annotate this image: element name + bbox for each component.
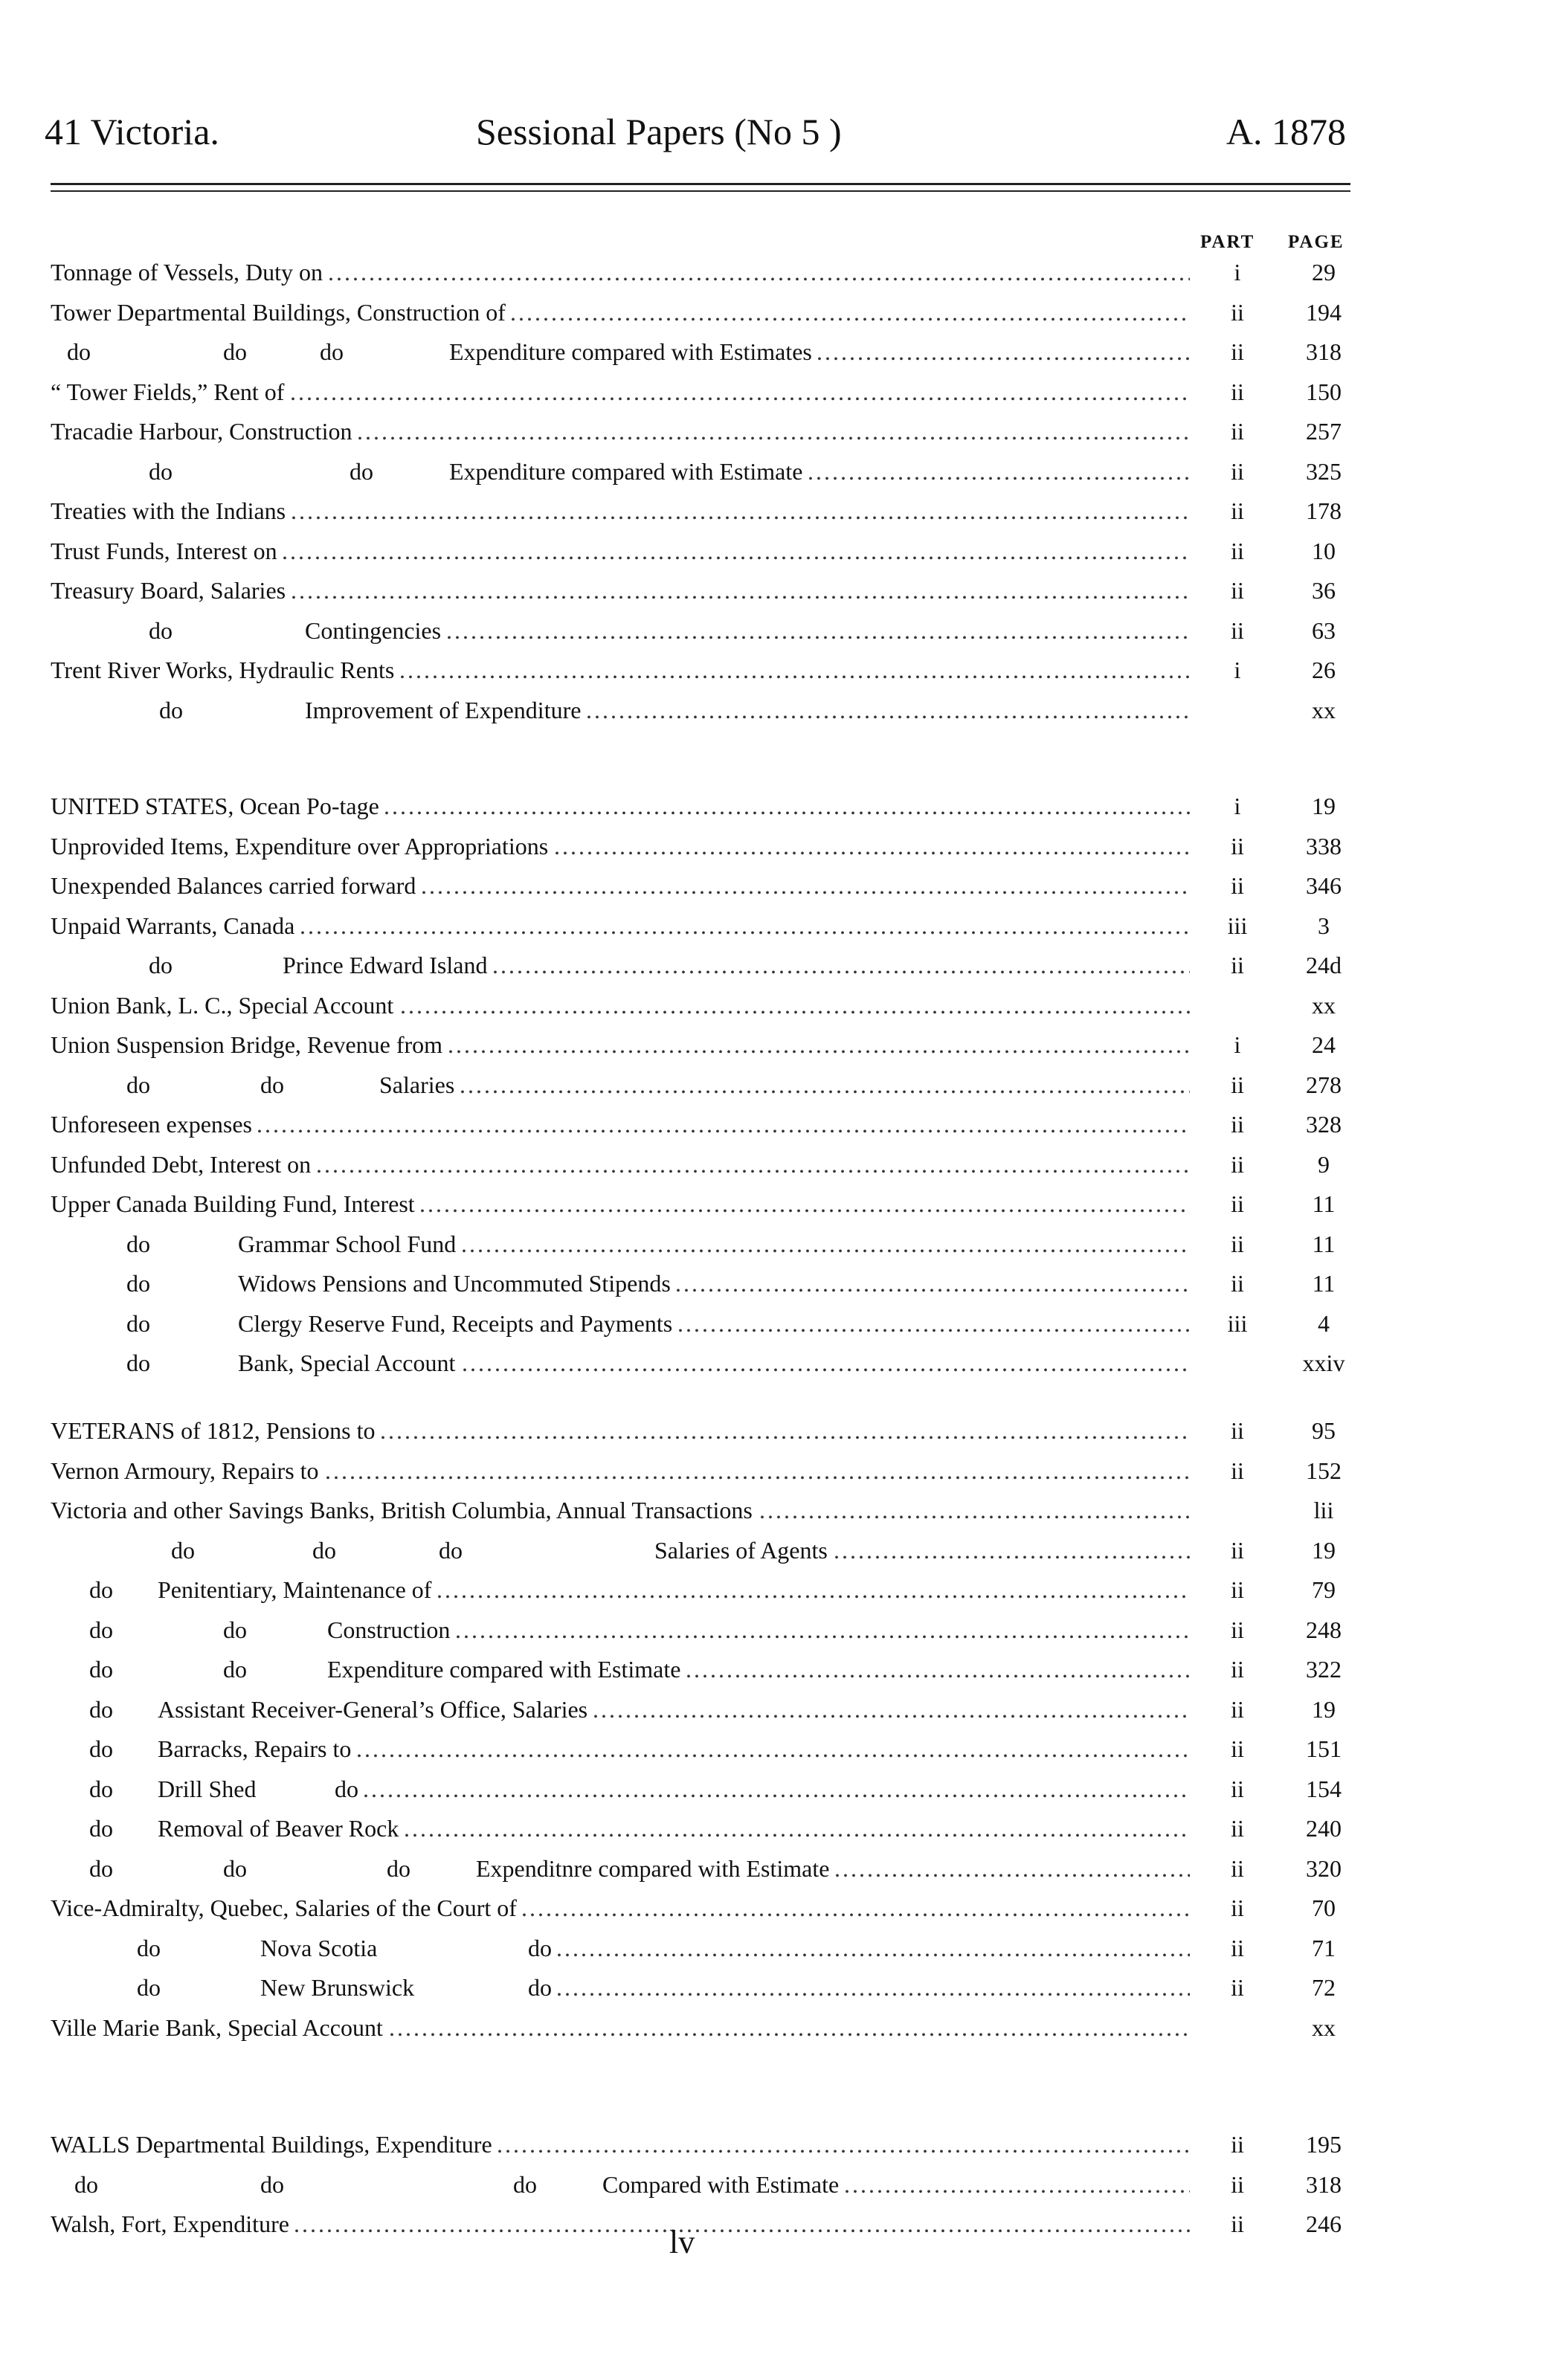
index-entry xyxy=(0,986,1549,1025)
entry-text: Treaties with the Indians xyxy=(51,497,286,524)
entry-part: ii xyxy=(1231,1190,1244,1217)
entry-part: ii xyxy=(1231,1111,1244,1138)
entry-part: ii xyxy=(1231,1855,1244,1882)
index-entry xyxy=(0,1025,1549,1064)
entry-text: Trent River Works, Hydraulic Rents xyxy=(51,657,395,683)
header-session: 41 Victoria. xyxy=(45,111,219,152)
entry-page: 346 xyxy=(1306,872,1342,899)
index-entry xyxy=(0,2205,1549,2243)
leader-dots xyxy=(834,1531,1190,1570)
entry-page: 152 xyxy=(1306,1457,1342,1484)
entry-text: Walsh, Fort, Expenditure xyxy=(51,2210,289,2237)
entry-text: Assistant Receiver-General’s Office, Salaries xyxy=(158,1696,588,1723)
leader-dots xyxy=(460,1065,1190,1104)
leader-dots xyxy=(593,1690,1190,1729)
leader-dots xyxy=(686,1650,1190,1689)
entry-text: do xyxy=(513,2171,537,2198)
entry-part: ii xyxy=(1231,2171,1244,2198)
entry-text: WALLS Departmental Buildings, Expenditure xyxy=(51,2131,492,2158)
leader-dots xyxy=(404,1809,1190,1848)
entry-part: ii xyxy=(1231,1417,1244,1444)
entry-page: 320 xyxy=(1306,1855,1342,1882)
entry-page: 19 xyxy=(1312,1696,1336,1723)
entry-part: ii xyxy=(1231,1894,1244,1921)
leader-dots xyxy=(448,1025,1190,1064)
entry-text: Compared with Estimate xyxy=(602,2171,840,2198)
entry-text: do xyxy=(89,1735,113,1762)
entry-text: do xyxy=(223,338,247,365)
entry-text: UNITED STATES, Ocean Po-tage xyxy=(51,793,379,819)
index-entry xyxy=(0,1105,1549,1144)
leader-dots xyxy=(291,571,1190,610)
leader-dots xyxy=(510,293,1190,332)
entry-part: ii xyxy=(1231,497,1244,524)
index-entry xyxy=(0,651,1549,689)
entry-page: 322 xyxy=(1306,1656,1342,1683)
entry-part: ii xyxy=(1231,378,1244,405)
entry-text: VETERANS of 1812, Pensions to xyxy=(51,1417,376,1444)
leader-dots xyxy=(419,1184,1190,1223)
entry-text: do xyxy=(439,1537,463,1564)
entry-text: Tracadie Harbour, Construction xyxy=(51,418,352,445)
entry-text: do xyxy=(223,1616,247,1643)
leader-dots xyxy=(461,1225,1190,1263)
entry-page: 9 xyxy=(1318,1151,1330,1178)
entry-text: Upper Canada Building Fund, Interest xyxy=(51,1190,415,1217)
leader-dots xyxy=(675,1264,1190,1303)
entry-text: do xyxy=(528,1935,552,1961)
leader-dots xyxy=(380,1411,1190,1450)
entry-text: Penitentiary, Maintenance of xyxy=(158,1576,432,1603)
entry-page: 24d xyxy=(1306,952,1342,978)
entry-page: 71 xyxy=(1312,1935,1336,1961)
entry-text: do xyxy=(387,1855,410,1882)
leader-dots xyxy=(556,1968,1190,2007)
header-year: A. 1878 xyxy=(1226,111,1346,152)
entry-part: ii xyxy=(1231,952,1244,978)
leader-dots xyxy=(328,253,1190,291)
entry-text: do xyxy=(126,1071,150,1098)
entry-page: xx xyxy=(1312,992,1336,1019)
entry-page: 11 xyxy=(1312,1270,1336,1297)
entry-text: do xyxy=(223,1656,247,1683)
leader-dots xyxy=(759,1491,1190,1529)
entry-text: Ville Marie Bank, Special Account xyxy=(51,2014,383,2041)
entry-page: 150 xyxy=(1306,378,1342,405)
index-entry xyxy=(0,1729,1549,1768)
index-entry xyxy=(0,611,1549,650)
leader-dots xyxy=(282,532,1190,570)
entry-text: do xyxy=(159,697,183,723)
entry-text: Expenditure compared with Estimate xyxy=(327,1656,681,1683)
index-entry xyxy=(0,1968,1549,2007)
leader-dots xyxy=(291,491,1190,530)
entry-page: 328 xyxy=(1306,1111,1342,1138)
entry-page: xx xyxy=(1312,2014,1336,2041)
entry-text: do xyxy=(223,1855,247,1882)
entry-page: 10 xyxy=(1312,538,1336,564)
leader-dots xyxy=(455,1610,1190,1649)
leader-dots xyxy=(817,332,1190,371)
entry-text: Nova Scotia xyxy=(260,1935,378,1961)
entry-text: Contingencies xyxy=(305,617,442,644)
entry-text: do xyxy=(171,1537,195,1564)
index-entry xyxy=(0,1889,1549,1927)
index-entry xyxy=(0,1570,1549,1609)
entry-part: ii xyxy=(1231,2210,1244,2237)
index-entry xyxy=(0,691,1549,729)
page-header xyxy=(45,110,1346,162)
entry-page: lii xyxy=(1313,1497,1334,1523)
entry-part: ii xyxy=(1231,1151,1244,1178)
entry-part: ii xyxy=(1231,1071,1244,1098)
entry-part: ii xyxy=(1231,1576,1244,1603)
leader-dots xyxy=(294,2205,1190,2243)
index-entry xyxy=(0,1929,1549,1967)
index-entry xyxy=(0,571,1549,610)
entry-part: ii xyxy=(1231,833,1244,860)
index-entry xyxy=(0,293,1549,332)
entry-page: 63 xyxy=(1312,617,1336,644)
entry-page: 70 xyxy=(1312,1894,1336,1921)
entry-text: Widows Pensions and Uncommuted Stipends xyxy=(238,1270,671,1297)
entry-text: Grammar School Fund xyxy=(238,1231,457,1257)
leader-dots xyxy=(521,1889,1190,1927)
entry-part: ii xyxy=(1231,577,1244,604)
entry-text: Expenditure compared with Estimate xyxy=(449,458,803,485)
entry-text: Unpaid Warrants, Canada xyxy=(51,912,295,939)
entry-text: do xyxy=(89,1855,113,1882)
leader-dots xyxy=(384,787,1190,825)
entry-part: ii xyxy=(1231,299,1244,326)
index-entry xyxy=(0,412,1549,451)
entry-text: do xyxy=(149,617,173,644)
header-rule-bottom xyxy=(51,190,1350,192)
entry-text: Unfunded Debt, Interest on xyxy=(51,1151,312,1178)
entry-text: do xyxy=(89,1776,113,1802)
index-entry xyxy=(0,2125,1549,2164)
index-entry xyxy=(0,1690,1549,1729)
index-entry xyxy=(0,1650,1549,1689)
entry-part: ii xyxy=(1231,1537,1244,1564)
column-head-page: PAGE xyxy=(1288,232,1344,252)
index-entry xyxy=(0,946,1549,984)
entry-part: ii xyxy=(1231,1735,1244,1762)
leader-dots xyxy=(316,1145,1190,1184)
entry-text: do xyxy=(335,1776,358,1802)
entry-text: do xyxy=(74,2171,98,2198)
entry-part: ii xyxy=(1231,1815,1244,1842)
entry-page: xxiv xyxy=(1302,1349,1345,1376)
entry-part: ii xyxy=(1231,617,1244,644)
entry-text: Union Suspension Bridge, Revenue from xyxy=(51,1031,443,1058)
entry-page: 36 xyxy=(1312,577,1336,604)
index-entry xyxy=(0,1491,1549,1529)
entry-part: ii xyxy=(1231,1776,1244,1802)
entry-page: 248 xyxy=(1306,1616,1342,1643)
page-number: lv xyxy=(669,2224,695,2260)
index-entry xyxy=(0,2008,1549,2047)
leader-dots xyxy=(497,2125,1190,2164)
entry-page: 154 xyxy=(1306,1776,1342,1802)
index-entry xyxy=(0,787,1549,825)
index-entry xyxy=(0,1411,1549,1450)
entry-part: ii xyxy=(1231,1231,1244,1257)
header-title: Sessional Papers (No 5 ) xyxy=(476,111,842,152)
entry-page: 325 xyxy=(1306,458,1342,485)
entry-page: 26 xyxy=(1312,657,1336,683)
entry-text: Expenditnre compared with Estimate xyxy=(476,1855,830,1882)
leader-dots xyxy=(356,1729,1190,1768)
leader-dots xyxy=(834,1849,1190,1888)
entry-page: 240 xyxy=(1306,1815,1342,1842)
column-head-part: PART xyxy=(1200,232,1255,252)
entry-part: ii xyxy=(1231,872,1244,899)
entry-text: do xyxy=(126,1231,150,1257)
leader-dots xyxy=(389,2008,1190,2047)
leader-dots xyxy=(556,1929,1190,1967)
index-entry xyxy=(0,373,1549,411)
entry-part: ii xyxy=(1231,538,1244,564)
leader-dots xyxy=(554,827,1190,865)
entry-page: 95 xyxy=(1312,1417,1336,1444)
entry-text: Vice-Admiralty, Quebec, Salaries of the Court of xyxy=(51,1894,517,1921)
entry-part: ii xyxy=(1231,1974,1244,2001)
entry-part: ii xyxy=(1231,418,1244,445)
leader-dots xyxy=(400,986,1190,1025)
index-entry xyxy=(0,1184,1549,1223)
entry-text: Removal of Beaver Rock xyxy=(158,1815,399,1842)
index-entry xyxy=(0,452,1549,491)
entry-text: do xyxy=(126,1270,150,1297)
entry-text: Prince Edward Island xyxy=(283,952,488,978)
entry-part: ii xyxy=(1231,1616,1244,1643)
index-entry xyxy=(0,906,1549,945)
index-entry xyxy=(0,827,1549,865)
entry-page: 72 xyxy=(1312,1974,1336,2001)
entry-part: iii xyxy=(1227,1310,1248,1337)
entry-text: do xyxy=(260,2171,284,2198)
leader-dots xyxy=(257,1105,1190,1144)
entry-part: ii xyxy=(1231,2131,1244,2158)
index-entry xyxy=(0,1451,1549,1490)
index-entry xyxy=(0,1344,1549,1382)
entry-text: Vernon Armoury, Repairs to xyxy=(51,1457,319,1484)
entry-part: ii xyxy=(1231,1696,1244,1723)
leader-dots xyxy=(399,651,1190,689)
index-entry xyxy=(0,1264,1549,1303)
entry-part: ii xyxy=(1231,1935,1244,1961)
entry-text: do xyxy=(260,1071,284,1098)
entry-text: do xyxy=(137,1935,161,1961)
entry-text: Salaries xyxy=(379,1071,455,1098)
entry-text: do xyxy=(126,1310,150,1337)
entry-part: ii xyxy=(1231,1457,1244,1484)
entry-text: Barracks, Repairs to xyxy=(158,1735,352,1762)
entry-text: do xyxy=(320,338,344,365)
leader-dots xyxy=(300,906,1190,945)
entry-page: 3 xyxy=(1318,912,1330,939)
entry-text: Unexpended Balances carried forward xyxy=(51,872,416,899)
entry-text: Construction xyxy=(327,1616,451,1643)
leader-dots xyxy=(586,691,1190,729)
entry-text: Bank, Special Account xyxy=(238,1349,456,1376)
leader-dots xyxy=(437,1570,1190,1609)
entry-part: i xyxy=(1234,1031,1241,1058)
index-entry xyxy=(0,332,1549,371)
entry-page: 4 xyxy=(1318,1310,1330,1337)
entry-text: New Brunswick xyxy=(260,1974,415,2001)
entry-text: Union Bank, L. C., Special Account xyxy=(51,992,394,1019)
entry-part: i xyxy=(1234,259,1241,286)
leader-dots xyxy=(421,866,1190,905)
entry-page: 19 xyxy=(1312,1537,1336,1564)
entry-page: 151 xyxy=(1306,1735,1342,1762)
entry-page: 195 xyxy=(1306,2131,1342,2158)
entry-text: do xyxy=(350,458,373,485)
entry-page: 278 xyxy=(1306,1071,1342,1098)
entry-part: i xyxy=(1234,793,1241,819)
entry-text: Unprovided Items, Expenditure over Appropriations xyxy=(51,833,549,860)
index-entry xyxy=(0,1809,1549,1848)
index-entry xyxy=(0,532,1549,570)
leader-dots xyxy=(325,1451,1190,1490)
entry-part: ii xyxy=(1231,1656,1244,1683)
entry-text: Improvement of Expenditure xyxy=(305,697,582,723)
entry-page: 178 xyxy=(1306,497,1342,524)
entry-text: do xyxy=(89,1656,113,1683)
index-entry xyxy=(0,1304,1549,1343)
entry-page: 257 xyxy=(1306,418,1342,445)
index-entry xyxy=(0,1610,1549,1649)
entry-part: i xyxy=(1234,657,1241,683)
entry-text: “ Tower Fields,” Rent of xyxy=(51,378,285,405)
leader-dots xyxy=(677,1304,1190,1343)
entry-page: 24 xyxy=(1312,1031,1336,1058)
entry-part: ii xyxy=(1231,458,1244,485)
entry-text: do xyxy=(89,1696,113,1723)
leader-dots xyxy=(446,611,1190,650)
entry-page: 318 xyxy=(1306,2171,1342,2198)
entry-page: 11 xyxy=(1312,1231,1336,1257)
entry-page: 29 xyxy=(1312,259,1336,286)
entry-text: Tower Departmental Buildings, Construction of xyxy=(51,299,506,326)
entry-part: iii xyxy=(1227,912,1248,939)
index-entry xyxy=(0,1770,1549,1808)
leader-dots xyxy=(844,2165,1190,2204)
entry-text: Salaries of Agents xyxy=(654,1537,828,1564)
entry-text: Trust Funds, Interest on xyxy=(51,538,277,564)
index-entry xyxy=(0,1531,1549,1570)
entry-text: do xyxy=(67,338,91,365)
entry-page: 79 xyxy=(1312,1576,1336,1603)
entry-text: do xyxy=(89,1576,113,1603)
index-entry xyxy=(0,1065,1549,1104)
entry-page: 19 xyxy=(1312,793,1336,819)
entry-text: do xyxy=(89,1616,113,1643)
index-entry xyxy=(0,866,1549,905)
entry-text: do xyxy=(149,458,173,485)
index-entry xyxy=(0,253,1549,291)
entry-text: Expenditure compared with Estimates xyxy=(449,338,812,365)
entry-text: do xyxy=(126,1349,150,1376)
leader-dots xyxy=(492,946,1190,984)
index-entry xyxy=(0,2165,1549,2204)
entry-page: xx xyxy=(1312,697,1336,723)
leader-dots xyxy=(357,412,1190,451)
entry-text: do xyxy=(312,1537,336,1564)
entry-text: do xyxy=(89,1815,113,1842)
entry-text: Clergy Reserve Fund, Receipts and Payments xyxy=(238,1310,673,1337)
index-entry xyxy=(0,1849,1549,1888)
entry-text: Drill Shed xyxy=(158,1776,257,1802)
leader-dots xyxy=(808,452,1190,491)
entry-text: Treasury Board, Salaries xyxy=(51,577,286,604)
index-entry xyxy=(0,1145,1549,1184)
entry-page: 318 xyxy=(1306,338,1342,365)
entry-page: 194 xyxy=(1306,299,1342,326)
header-rule-top xyxy=(51,183,1350,185)
entry-part: ii xyxy=(1231,1270,1244,1297)
entry-text: do xyxy=(149,952,173,978)
entry-part: ii xyxy=(1231,338,1244,365)
entry-page: 338 xyxy=(1306,833,1342,860)
entry-page: 11 xyxy=(1312,1190,1336,1217)
entry-text: Victoria and other Savings Banks, British Columbia, Annual Transactions xyxy=(51,1497,753,1523)
entry-page: 246 xyxy=(1306,2210,1342,2237)
index-entry xyxy=(0,1225,1549,1263)
index-entry xyxy=(0,491,1549,530)
leader-dots xyxy=(290,373,1190,411)
entry-text: Tonnage of Vessels, Duty on xyxy=(51,259,323,286)
entry-text: Unforeseen expenses xyxy=(51,1111,252,1138)
entry-text: do xyxy=(137,1974,161,2001)
leader-dots xyxy=(462,1344,1190,1382)
leader-dots xyxy=(363,1770,1190,1808)
entry-text: do xyxy=(528,1974,552,2001)
